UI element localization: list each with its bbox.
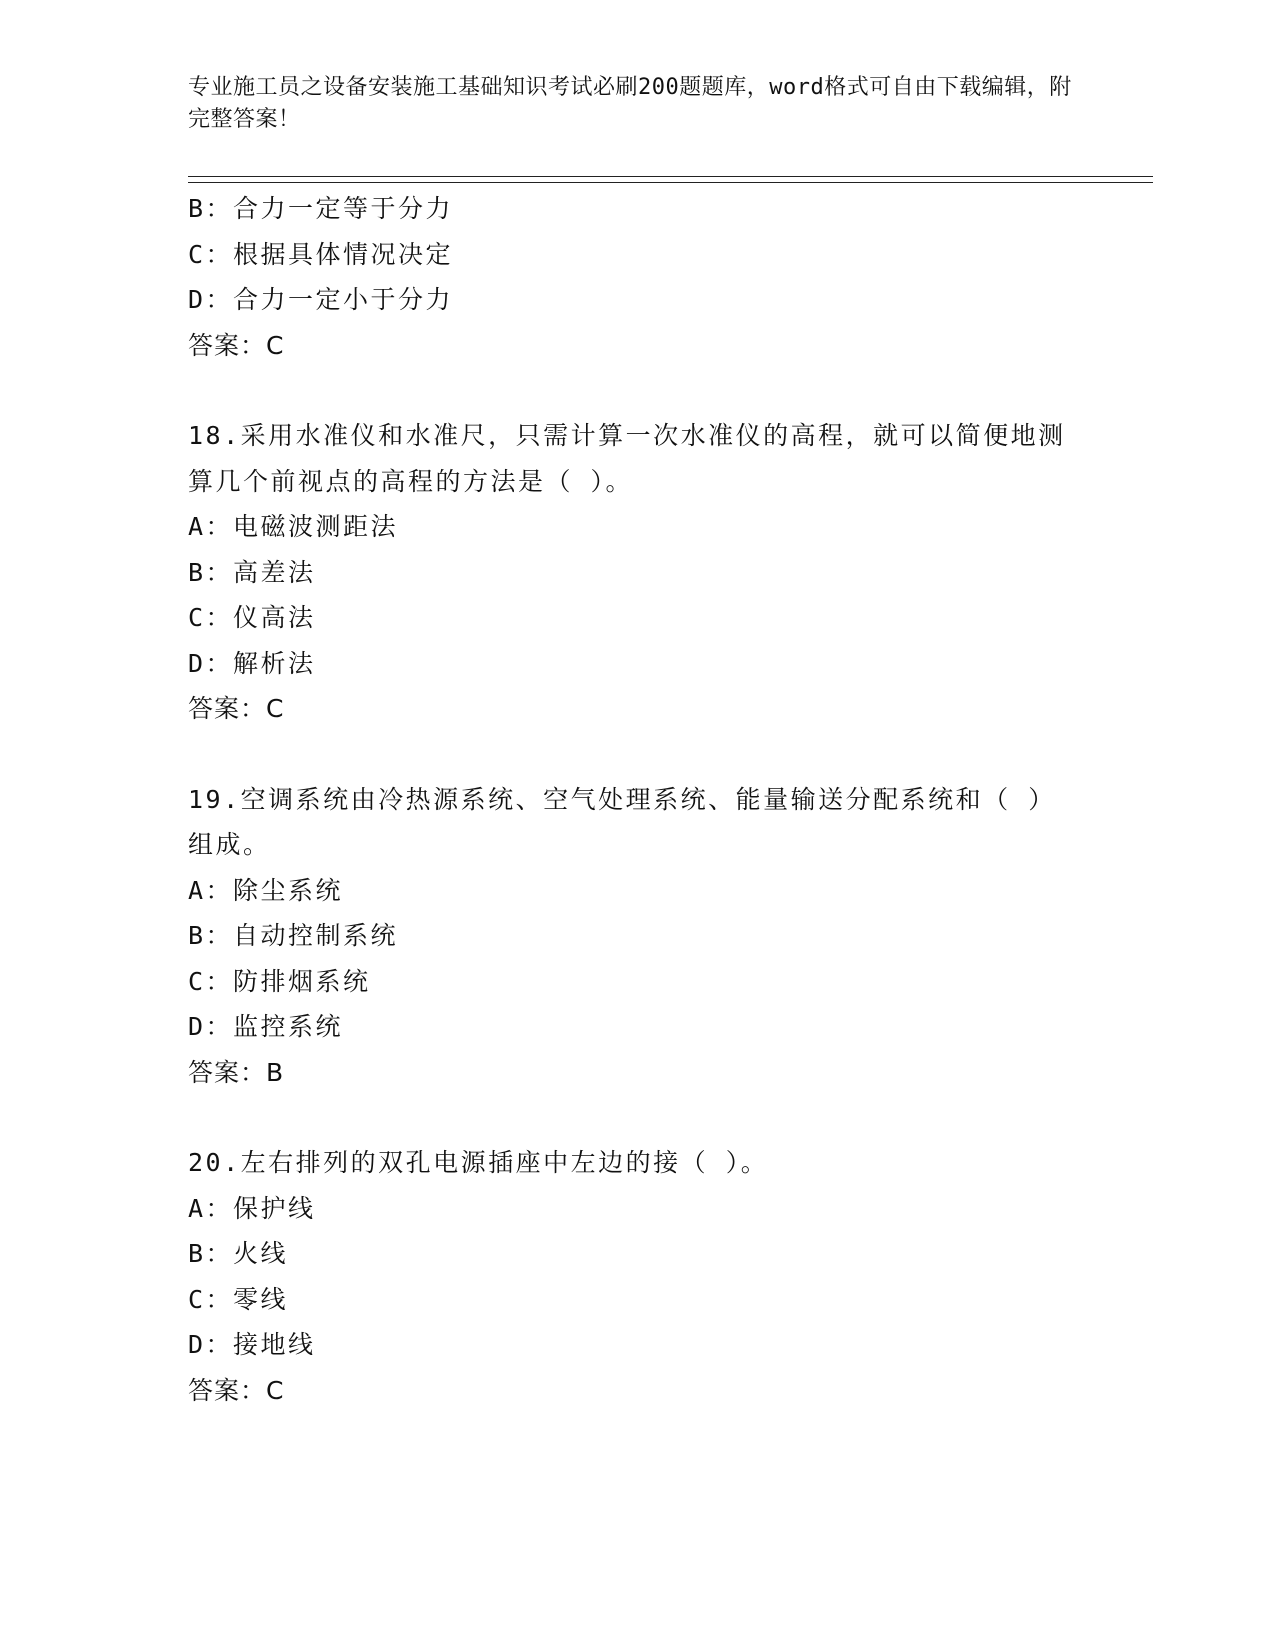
spacer [188,1095,1088,1140]
option-d: D：接地线 [188,1330,316,1359]
question-18 [188,413,1088,732]
option-c: C：根据具体情况决定 [188,239,454,269]
question-20 [188,1140,1088,1413]
answer-line: 答案：C [188,1375,285,1405]
option-c: C：防排烟系统 [188,966,371,996]
option-d: D：解析法 [188,648,316,678]
option-a: A：除尘系统 [188,875,344,905]
answer-line: 答案：C [188,694,285,723]
document-body [188,186,1088,1413]
question-text: 18.采用水准仪和水准尺，只需计算一次水准仪的高程，就可以简便地测算几个前视点的高程的方法是（ ）。 [188,421,1066,496]
document-header [188,72,1088,136]
option-d: D：监控系统 [188,1012,344,1041]
header-divider [188,176,1153,183]
option-c: C：仪高法 [188,603,316,632]
option-b: B：高差法 [188,557,316,587]
option-a: A：保护线 [188,1193,316,1223]
spacer [188,732,1088,777]
answer-line: 答案：B [188,1057,285,1087]
option-b: B：自动控制系统 [188,921,399,950]
question-17-continued [188,186,1088,368]
question-text: 19.空调系统由冷热源系统、空气处理系统、能量输送分配系统和（ ）组成。 [188,784,1056,859]
spacer [188,368,1088,413]
option-a: A：电磁波测距法 [188,512,399,541]
option-b: B：合力一定等于分力 [188,194,454,223]
option-b: B：火线 [188,1239,289,1268]
question-19 [188,777,1088,1096]
option-d: D：合力一定小于分力 [188,285,454,314]
document-title: 专业施工员之设备安装施工基础知识考试必刷200题题库，word格式可自由下载编辑，附完整答案！ [188,75,1072,132]
option-c: C：零线 [188,1284,289,1314]
question-text: 20.左右排列的双孔电源插座中左边的接（ ）。 [188,1148,769,1177]
answer-line: 答案：C [188,330,285,360]
